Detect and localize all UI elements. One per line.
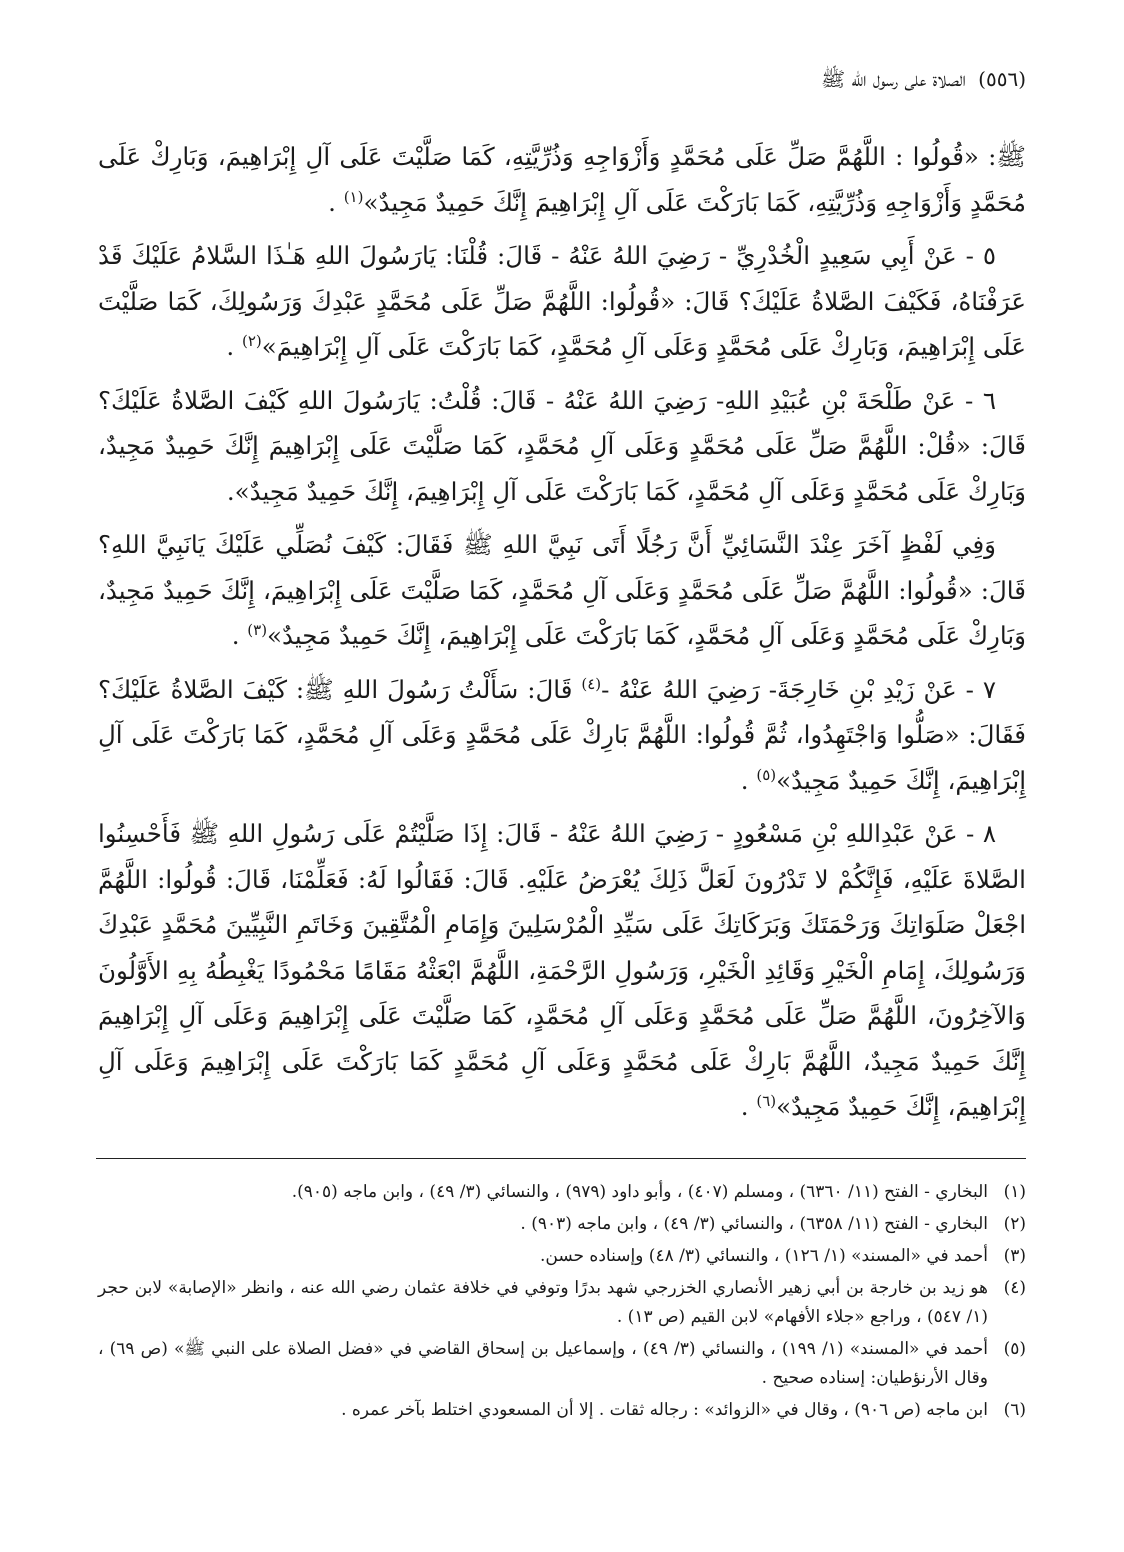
paragraph-hadith-4-end: ﷺ: «قُولُوا : اللَّهُمَّ صَلِّ عَلَى مُحَمَّدٍ وَأَزْوَاجِهِ وَذُرِّيَّتِهِ، كَمَا صَلَّيْتَ عَلَى آلِ إِبْرَاهِيمَ، وَبَارِكْ عَلَى مُحَمَّدٍ وَأَزْوَاجِهِ وَذُرِّيَّتِهِ، كَمَا بَارَكْتَ عَلَى آلِ إِبْرَاهِيمَ إِنَّكَ حَمِيدٌ مَجِيدٌ»$^{(١)}$ . [98, 142, 1026, 217]
footnote-text: البخاري - الفتح (١١/ ٦٣٦٠) ، ومسلم (٤٠٧) ، وأبو داود (٩٧٩) ، والنسائي (٣/ ٤٩) ، وابن ماجه (٩٠٥). [291, 1182, 988, 1202]
running-header [98, 62, 1026, 96]
footnote-number: (٢) [1003, 1214, 1026, 1234]
footnote-text: أحمد في «المسند» (١/ ١٢٦) ، والنسائي (٣/ ٤٨) وإسناده حسن. [540, 1246, 988, 1266]
paragraph-hadith-7: ٧ - عَنْ زَيْدِ بْنِ خَارِجَةَ- رَضِيَ اللهُ عَنْهُ -$^{(٤)}$ قَالَ: سَأَلْتُ رَسُولَ اللهِ ﷺ: كَيْفَ الصَّلاةُ عَلَيْكَ؟ فَقَالَ: «صَلُّوا وَاجْتَهِدُوا، ثُمَّ قُولُوا: اللَّهُمَّ بَارِكْ عَلَى مُحَمَّدٍ وَعَلَى آلِ مُحَمَّدٍ، كَمَا بَارَكْتَ عَلَى آلِ إِبْرَاهِيمَ، إِنَّكَ حَمِيدٌ مَجِيدٌ»$^{(٥)}$ . [98, 674, 1026, 795]
footnote-6 [98, 1396, 1026, 1425]
main-text [98, 134, 1026, 1138]
footnote-ref-4[interactable]: (٤) [581, 674, 602, 693]
footnote-ref-5[interactable]: (٥) [756, 765, 777, 784]
paragraph-hadith-5: ٥ - عَنْ أَبِي سَعِيدٍ الْخُدْرِيِّ - رَضِيَ اللهُ عَنْهُ - قَالَ: قُلْنَا: يَارَسُولَ اللهِ هَـٰذَا السَّلامُ عَلَيْكَ قَدْ عَرَفْنَاهُ، فَكَيْفَ الصَّلاةُ عَلَيْكَ؟ قَالَ: «قُولُوا: اللَّهُمَّ صَلِّ عَلَى مُحَمَّدٍ عَبْدِكَ وَرَسُولِكَ، كَمَا صَلَّيْتَ عَلَى إِبْرَاهِيمَ، وَبَارِكْ عَلَى مُحَمَّدٍ وَعَلَى آلِ مُحَمَّدٍ، كَمَا بَارَكْتَ عَلَى آلِ إِبْرَاهِيمَ»$^{(٢)}$ . [98, 241, 1026, 361]
footnote-2 [98, 1210, 1026, 1239]
page-number: (٥٥٦) [978, 67, 1026, 91]
paragraph-hadith-8: ٨ - عَنْ عَبْدِاللهِ بْنِ مَسْعُودٍ - رَضِيَ اللهُ عَنْهُ - قَالَ: إِذَا صَلَّيْتُمْ عَلَى رَسُولِ اللهِ ﷺ فَأَحْسِنُوا الصَّلاةَ عَلَيْهِ، فَإِنَّكُمْ لا تَدْرُونَ لَعَلَّ ذَلِكَ يُعْرَضُ عَلَيْهِ. قَالَ: فَقَالُوا لَهُ: فَعَلِّمْنَا، قَالَ: قُولُوا: اللَّهُمَّ اجْعَلْ صَلَوَاتِكَ وَرَحْمَتَكَ وَبَرَكَاتِكَ عَلَى سَيِّدِ الْمُرْسَلِينَ وَإِمَامِ الْمُتَّقِينَ وَخَاتَمِ النَّبِيِّينَ مُحَمَّدٍ عَبْدِكَ وَرَسُولِكَ، إِمَامِ الْخَيْرِ وَقَائِدِ الْخَيْرِ، وَرَسُولِ الرَّحْمَةِ، اللَّهُمَّ ابْعَثْهُ مَقَامًا مَحْمُودًا يَغْبِطُهُ بِهِ الأَوَّلُونَ وَالآخِرُونَ، اللَّهُمَّ صَلِّ عَلَى مُحَمَّدٍ وَعَلَى آلِ مُحَمَّدٍ، كَمَا صَلَّيْتَ عَلَى إِبْرَاهِيمَ وَعَلَى آلِ إِبْرَاهِيمَ إِنَّكَ حَمِيدٌ مَجِيدٌ، اللَّهُمَّ بَارِكْ عَلَى مُحَمَّدٍ وَعَلَى آلِ مُحَمَّدٍ كَمَا بَارَكْتَ عَلَى إِبْرَاهِيمَ وَعَلَى آلِ إِبْرَاهِيمَ، إِنَّكَ حَمِيدٌ مَجِيدٌ»$^{(٦)}$ . [98, 819, 1026, 1121]
footnote-ref-6[interactable]: (٦) [756, 1091, 777, 1110]
paragraph-hadith-6: ٦ - عَنْ طَلْحَةَ بْنِ عُبَيْدِ اللهِ- رَضِيَ اللهُ عَنْهُ - قَالَ: قُلْتُ: يَارَسُولَ اللهِ كَيْفَ الصَّلاةُ عَلَيْكَ؟ قَالَ: «قُلْ: اللَّهُمَّ صَلِّ عَلَى مُحَمَّدٍ وَعَلَى آلِ مُحَمَّدٍ، كَمَا صَلَّيْتَ عَلَى إِبْرَاهِيمَ إِنَّكَ حَمِيدٌ مَجِيدٌ، وَبَارِكْ عَلَى مُحَمَّدٍ وَعَلَى آلِ مُحَمَّدٍ، كَمَا بَارَكْتَ عَلَى آلِ إِبْرَاهِيمَ، إِنَّكَ حَمِيدٌ مَجِيدٌ». [98, 385, 1026, 506]
footnote-number: (٣) [1003, 1246, 1026, 1266]
footnote-1 [98, 1178, 1026, 1207]
footnote-text: البخاري - الفتح (١١/ ٦٣٥٨) ، والنسائي (٣/ ٤٩) ، وابن ماجه (٩٠٣) . [520, 1214, 988, 1234]
footnote-divider [96, 1158, 1026, 1159]
footnotes [98, 1178, 1026, 1428]
footnote-4 [98, 1274, 1026, 1332]
footnote-number: (٦) [1003, 1400, 1026, 1420]
footnote-number: (١) [1003, 1182, 1026, 1202]
running-title: الصلاة على رسول الله ﷺ [821, 67, 966, 91]
footnote-text: ابن ماجه (ص ٩٠٦) ، وقال في «الزوائد» : رجاله ثقات . إلا أن المسعودي اختلط بآخر عمره . [341, 1400, 988, 1420]
footnote-ref-1[interactable]: (١) [343, 187, 364, 206]
footnote-number: (٤) [1003, 1278, 1026, 1298]
footnote-text: أحمد في «المسند» (١/ ١٩٩) ، والنسائي (٣/ ٤٩) ، وإسماعيل بن إسحاق القاضي في «فضل الصلاة على النبي ﷺ» (ص ٦٩) ، وقال الأرنؤطيان: إسناده صحيح . [98, 1339, 988, 1388]
footnote-text: هو زيد بن خارجة بن أبي زهير الأنصاري الخزرجي شهد بدرًا وتوفي في خلافة عثمان رضي الله عنه ، وانظر «الإصابة» لابن حجر (١/ ٥٤٧) ، وراجع «جلاء الأفهام» لابن القيم (ص ١٣) . [98, 1278, 988, 1327]
footnote-5 [98, 1335, 1026, 1393]
footnote-number: (٥) [1003, 1339, 1026, 1359]
paragraph-nasai-variant: وَفِي لَفْظٍ آخَرَ عِنْدَ النَّسَائِيِّ أَنَّ رَجُلًا أَتَى نَبِيَّ اللهِ ﷺ فَقَالَ: كَيْفَ نُصَلِّي عَلَيْكَ يَانَبِيَّ اللهِ؟ قَالَ: «قُولُوا: اللَّهُمَّ صَلِّ عَلَى مُحَمَّدٍ وَعَلَى آلِ مُحَمَّدٍ، كَمَا صَلَّيْتَ عَلَى إِبْرَاهِيمَ، إِنَّكَ حَمِيدٌ مَجِيدٌ، وَبَارِكْ عَلَى مُحَمَّدٍ وَعَلَى آلِ مُحَمَّدٍ، كَمَا بَارَكْتَ عَلَى إِبْرَاهِيمَ، إِنَّكَ حَمِيدٌ مَجِيدٌ»$^{(٣)}$ . [98, 530, 1026, 650]
footnote-ref-2[interactable]: (٢) [241, 331, 262, 350]
footnote-3 [98, 1242, 1026, 1271]
footnote-ref-3[interactable]: (٣) [247, 620, 268, 639]
